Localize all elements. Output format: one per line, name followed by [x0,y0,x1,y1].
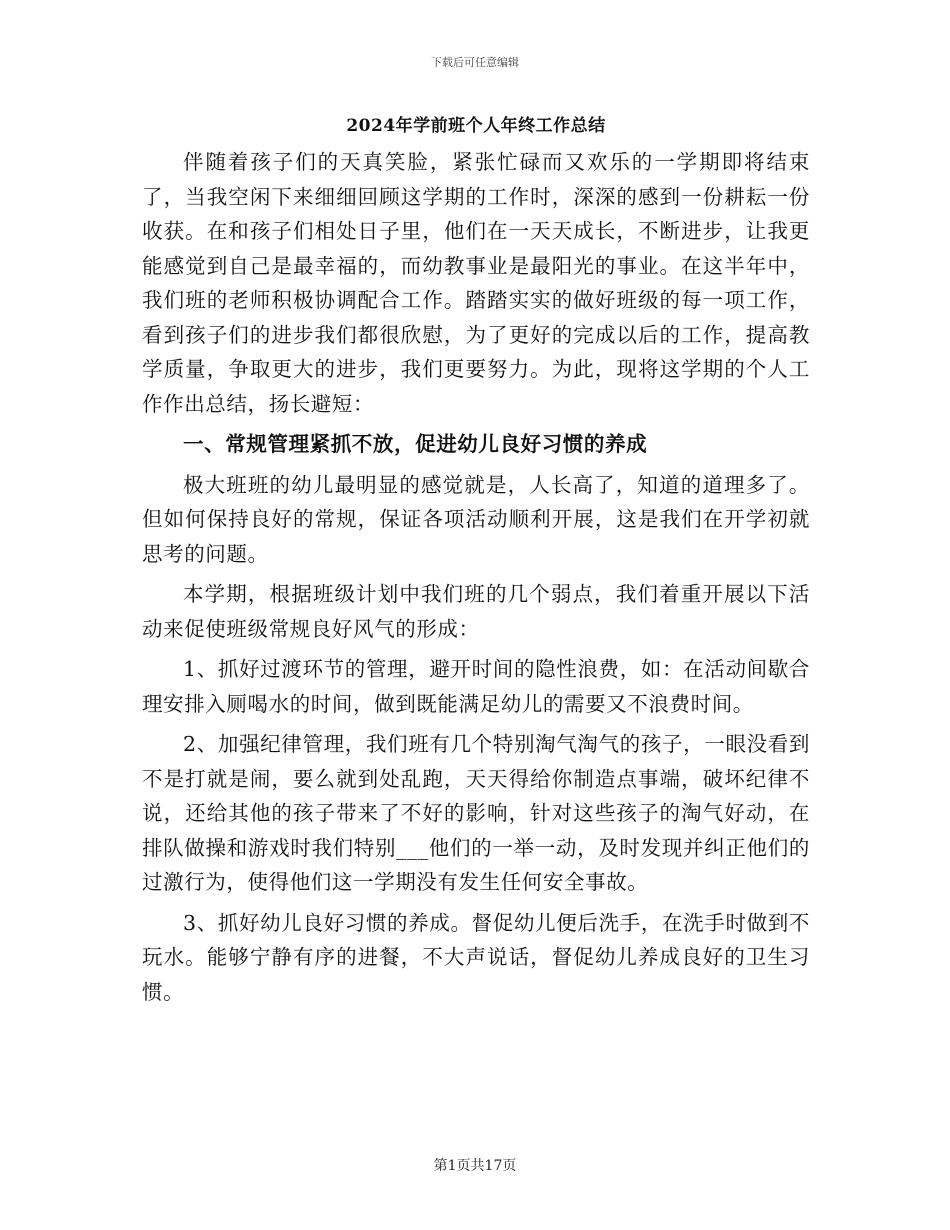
header-note: 下载后可任意编辑 [431,56,519,69]
paragraph-intro: 伴随着孩子们的天真笑脸，紧张忙碌而又欢乐的一学期即将结束了，当我空闲下来细细回顾这学期的工作时，深深的感到一份耕耘一份收获。在和孩子们相处日子里，他们在一天天成长，不断进步，让我更能感觉到自己是最幸福的，而幼教事业是最阳光的事业。在这半年中，我们班的老师积极协调配合工作。踏踏实实的做好班级的每一项工作，看到孩子们的进步我们都很欣慰，为了更好的完成以后的工作，提高教学质量，争取更大的进步，我们更要努力。为此，现将这学期的个人工作作出总结，扬长避短： [142,150,810,416]
document-body [142,111,810,1015]
paragraph-2: 极大班班的幼儿最明显的感觉就是，人长高了，知道的道理多了。但如何保持良好的常规，保证各项活动顺利开展，这是我们在开学初就思考的问题。 [142,472,810,566]
paragraph-item-2: 2、加强纪律管理，我们班有几个特别淘气淘气的孩子，一眼没看到不是打就是闹，要么就到处乱跑，天天得给你制造点事端，破坏纪律不说，还给其他的孩子带来了不好的影响，针对这些孩子的淘气好动，在排队做操和游戏时我们特别___他们的一举一动，及时发现并纠正他们的过激行为，使得他们这一学期没有发生任何安全事故。 [142,732,810,894]
section-heading-1: 一、常规管理紧抓不放，促进幼儿良好习惯的养成 [183,432,648,456]
document-title: 2024年学前班个人年终工作总结 [346,116,606,136]
page-number: 第1页共17页 [433,1158,517,1174]
paragraph-item-3: 3、抓好幼儿良好习惯的养成。督促幼儿便后洗手，在洗手时做到不玩水。能够宁静有序的进餐，不大声说话，督促幼儿养成良好的卫生习惯。 [142,910,810,1004]
paragraph-3: 本学期，根据班级计划中我们班的几个弱点，我们着重开展以下活动来促使班级常规良好风气的形成： [142,582,810,641]
paragraph-item-1: 1、抓好过渡环节的管理，避开时间的隐性浪费，如：在活动间歇合理安排入厕喝水的时间，做到既能满足幼儿的需要又不浪费时间。 [142,657,810,716]
